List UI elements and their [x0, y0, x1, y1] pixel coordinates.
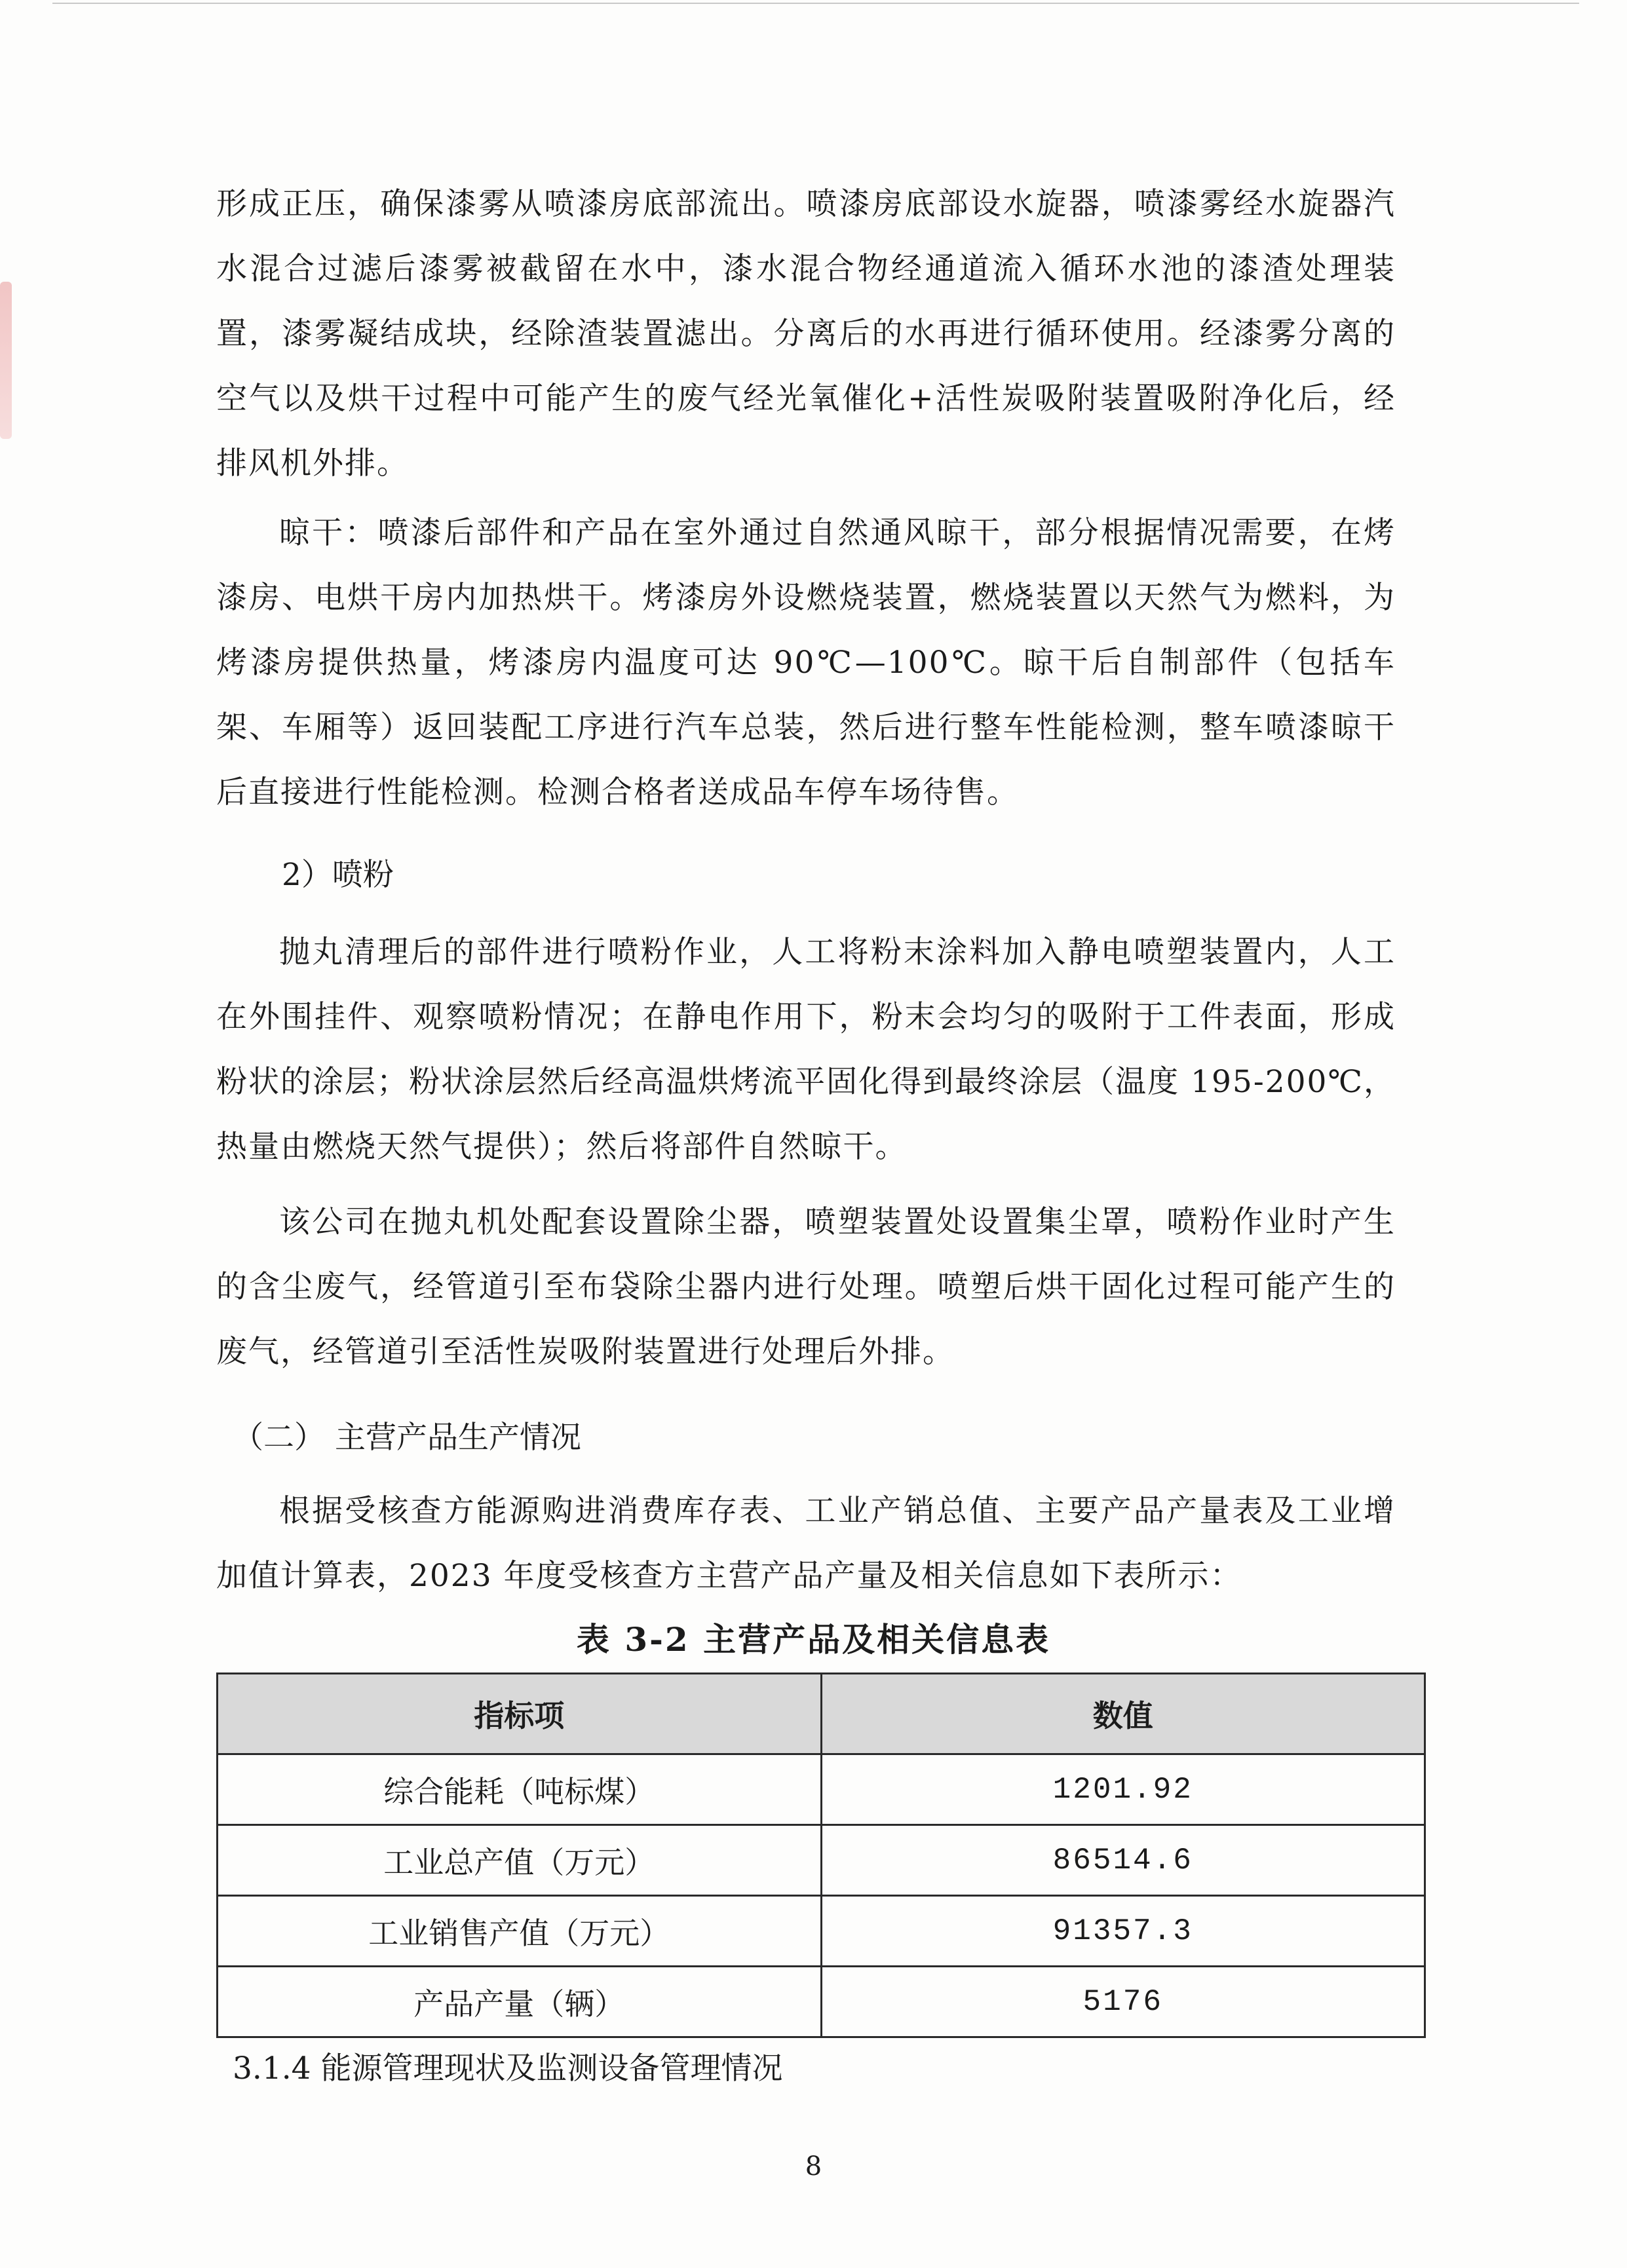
paragraph-paint-booth: 形成正压，确保漆雾从喷漆房底部流出。喷漆房底部设水旋器，喷漆雾经水旋器汽水混合过滤后漆雾被截留在水中，漆水混合物经通道流入循环水池的漆渣处理装置，漆雾凝结成块，经除渣装置滤出。分离后的水再进行循环使用。经漆雾分离的空气以及烘干过程中可能产生的废气经光氧催化+活性炭吸附装置吸附净化后，经排风机外排。: [216, 186, 1396, 482]
cell-value: 1201.92: [821, 1754, 1425, 1825]
table-row: [218, 1896, 1425, 1967]
heading-main-products: （二） 主营产品生产情况: [233, 1420, 581, 1456]
cell-item: 工业销售产值（万元）: [218, 1896, 822, 1967]
cell-item: 产品产量（辆）: [218, 1967, 822, 2037]
table-row: [218, 1967, 1425, 2037]
heading-energy-management: 3.1.4 能源管理现状及监测设备管理情况: [233, 2051, 783, 2087]
seal-edge-mark: [0, 282, 12, 439]
table-row: [218, 1754, 1425, 1825]
page-number: 8: [805, 2151, 822, 2182]
header-value: 数值: [821, 1674, 1425, 1754]
paragraph-dust-collection: 该公司在抛丸机处配套设置除尘器，喷塑装置处设置集尘罩，喷粉作业时产生的含尘废气，经管道引至布袋除尘器内进行处理。喷塑后烘干固化过程可能产生的废气，经管道引至活性炭吸附装置进行处理后外排。: [216, 1204, 1396, 1370]
cell-value: 91357.3: [821, 1896, 1425, 1967]
paragraph-table-intro: 根据受核查方能源购进消费库存表、工业产销总值、主要产品产量表及工业增加值计算表，2023 年度受核查方主营产品产量及相关信息如下表所示：: [216, 1493, 1396, 1594]
cell-item: 工业总产值（万元）: [218, 1825, 822, 1896]
paragraph-drying: 晾干：喷漆后部件和产品在室外通过自然通风晾干，部分根据情况需要，在烤漆房、电烘干房内加热烘干。烤漆房外设燃烧装置，燃烧装置以天然气为燃料，为烤漆房提供热量，烤漆房内温度可达 90℃—100℃。晾干后自制部件（包括车架、车厢等）返回装配工序进行汽车总装，然后进行整车性能检测，整车喷漆晾干后直接进行性能检测。检测合格者送成品车停车场待售。: [216, 515, 1396, 810]
header-item: 指标项: [218, 1674, 822, 1754]
cell-value: 5176: [821, 1967, 1425, 2037]
cell-value: 86514.6: [821, 1825, 1425, 1896]
product-info-table: [216, 1673, 1426, 2038]
cell-item: 综合能耗（吨标煤）: [218, 1754, 822, 1825]
table-header-row: [218, 1674, 1425, 1754]
heading-powder-spray: 2）喷粉: [282, 857, 394, 893]
paragraph-powder-process: 抛丸清理后的部件进行喷粉作业，人工将粉末涂料加入静电喷塑装置内，人工在外围挂件、观察喷粉情况；在静电作用下，粉末会均匀的吸附于工件表面，形成粉状的涂层；粉状涂层然后经高温烘烤流平固化得到最终涂层（温度 195-200℃，热量由燃烧天然气提供）；然后将部件自然晾干。: [216, 934, 1396, 1165]
table-caption: 表 3-2 主营产品及相关信息表: [576, 1620, 1051, 1659]
top-border-line: [52, 3, 1579, 4]
table-row: [218, 1825, 1425, 1896]
